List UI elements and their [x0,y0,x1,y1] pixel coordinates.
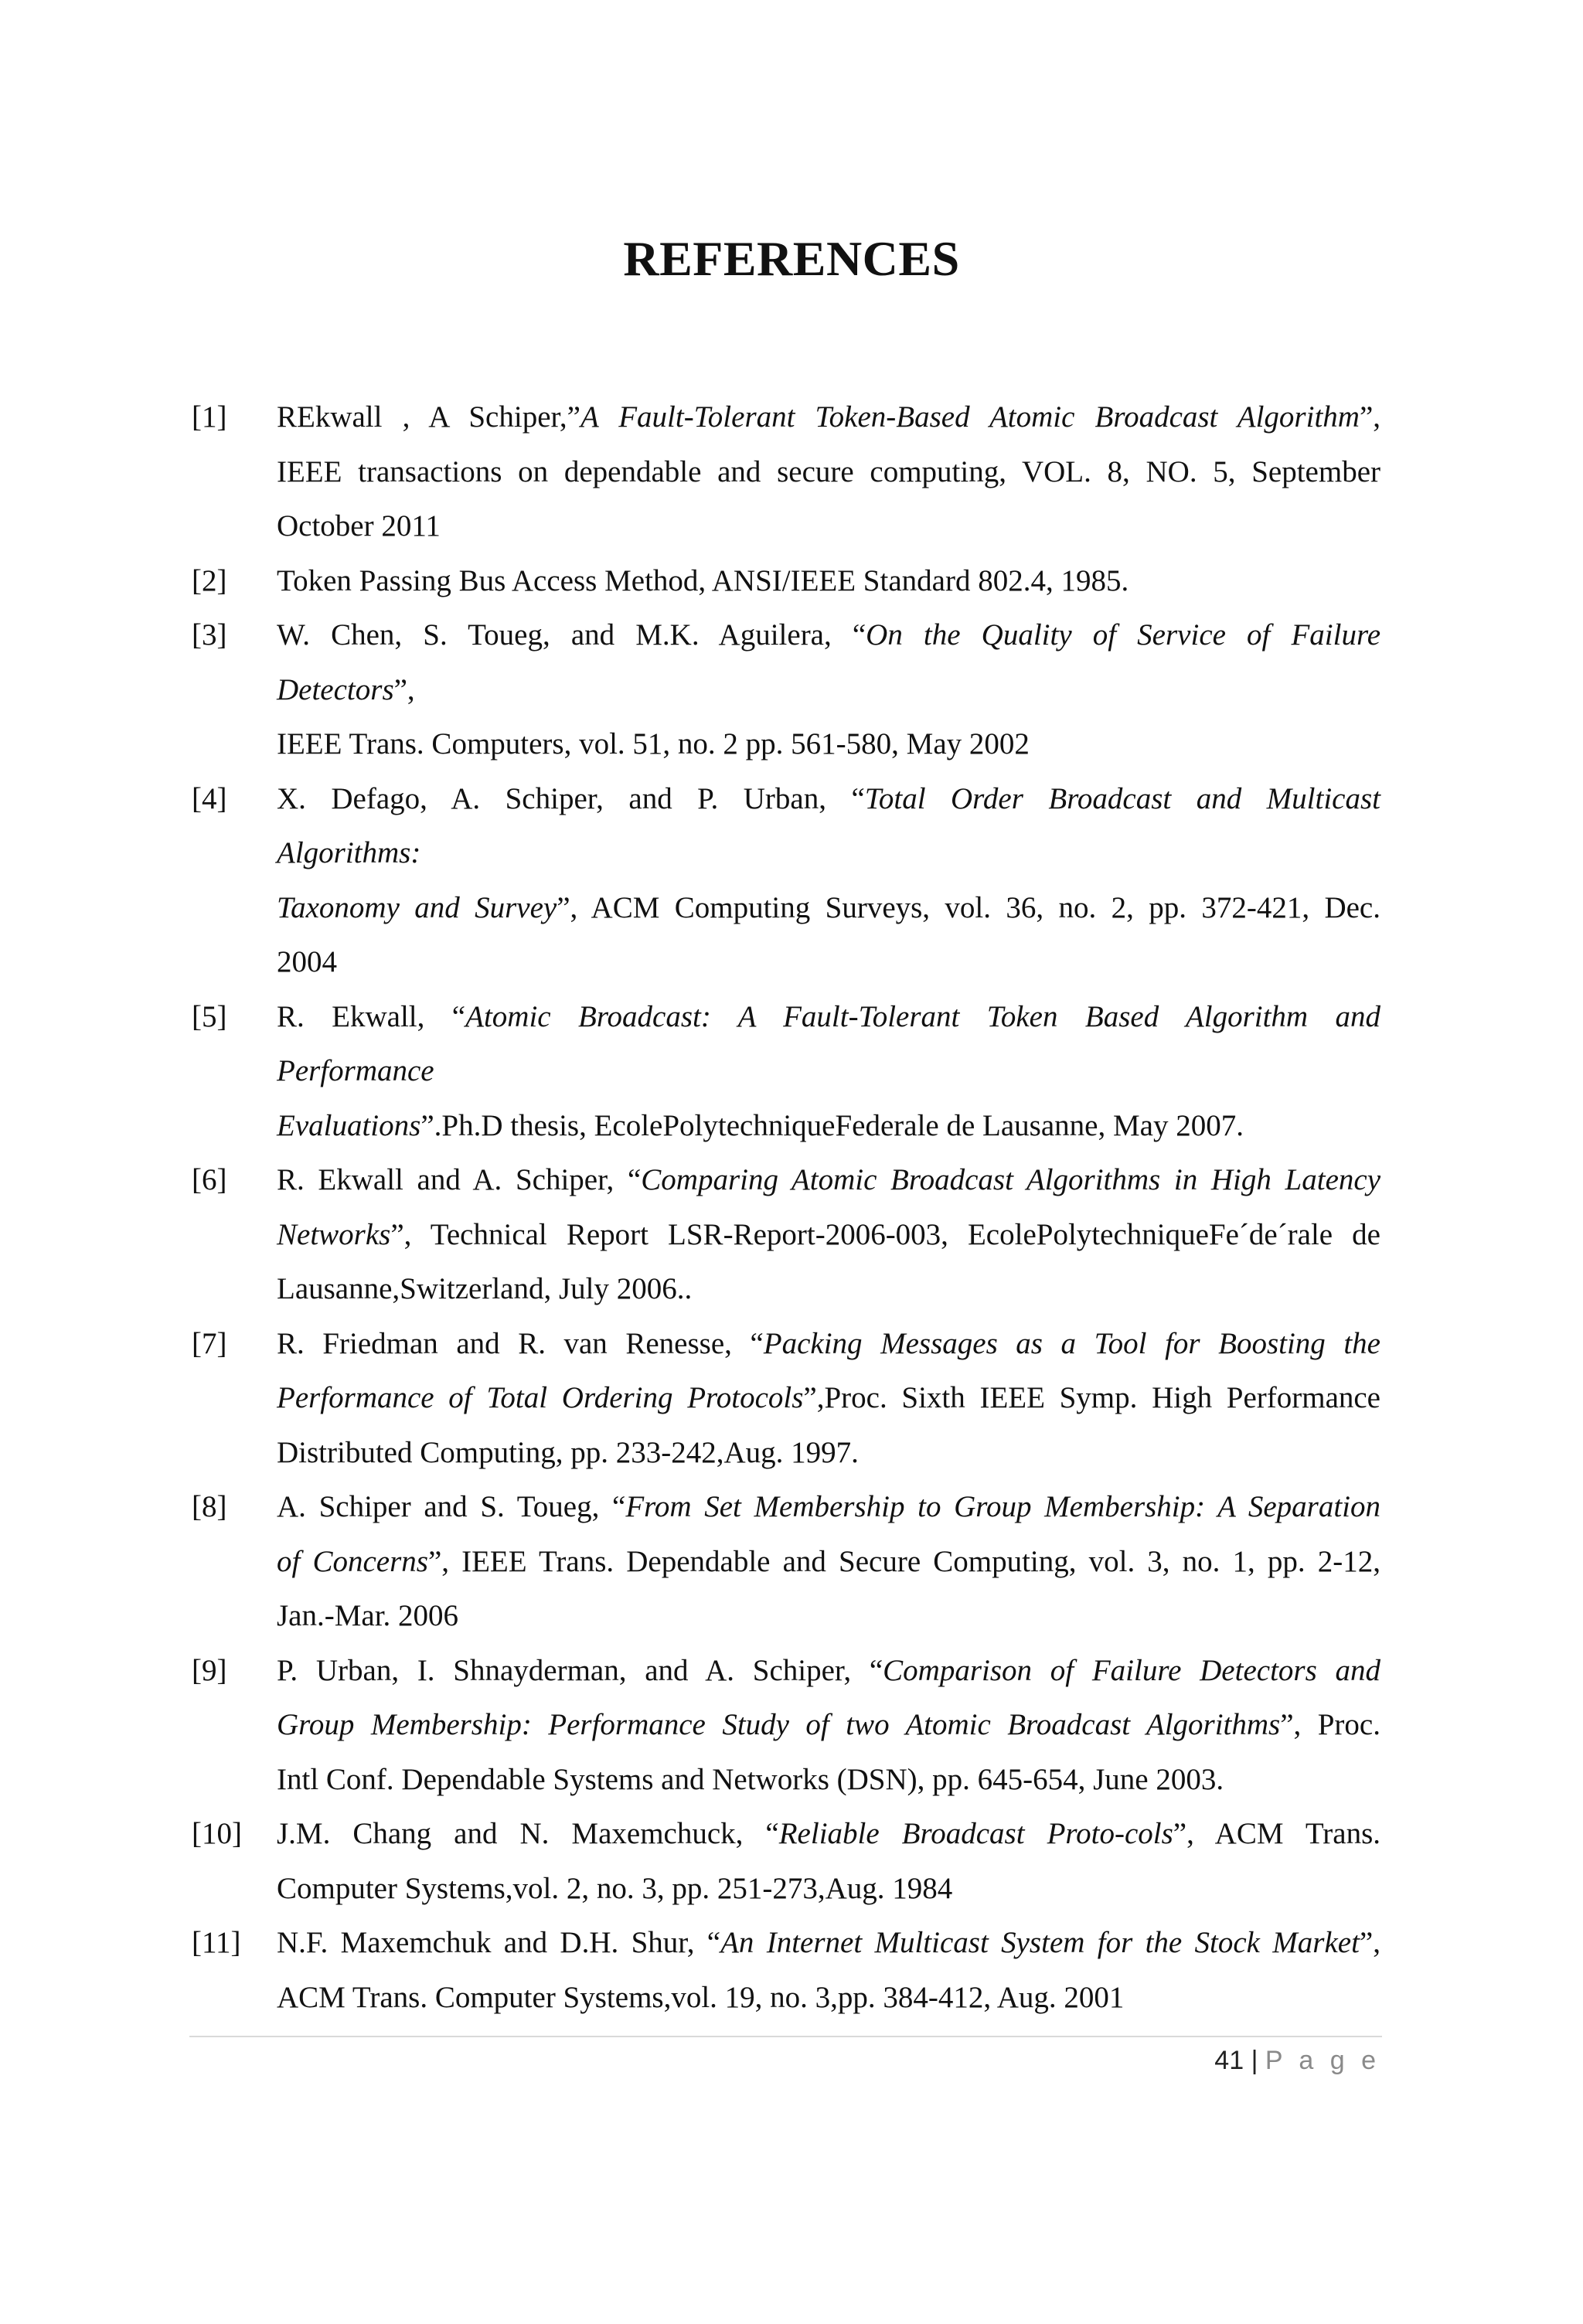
reference-text-line [277,608,1380,663]
reference-title-text: Total Order Broadcast and Multicast [864,781,1380,815]
reference-text: ”, [1359,1926,1380,1959]
reference-text: P. Urban, I. Shnayderman, and A. Schiper, “ [277,1653,883,1687]
reference-item [192,1916,1380,2025]
page-number: 41 [1214,2046,1244,2075]
reference-text: ACM Trans. Computer Systems,vol. 19, no. 3,pp. 384-412, Aug. 2001 [277,1980,1125,2014]
reference-text-line [277,1262,1380,1317]
page-label: P a g e [1265,2046,1380,2075]
reference-text: ”, ACM Trans. [1173,1817,1381,1850]
reference-number: [11] [192,1926,241,1959]
reference-text-line [277,1426,1380,1481]
reference-number: [10] [192,1817,242,1850]
reference-text-line [277,1971,1380,2026]
reference-text: ”, IEEE Trans. Dependable and Secure Computing, vol. 3, no. 1, pp. 2-12, [427,1544,1380,1578]
reference-text: Intl Conf. Dependable Systems and Networks (DSN), pp. 645-654, June 2003. [277,1762,1224,1796]
reference-text: R. Ekwall and A. Schiper, “ [277,1163,642,1196]
reference-text: Computer Systems,vol. 2, no. 3, pp. 251-273,Aug. 1984 [277,1871,953,1905]
reference-text-line [277,881,1380,936]
reference-item [192,990,1380,1154]
reference-item [192,1807,1380,1916]
reference-text: X. Defago, A. Schiper, and P. Urban, “ [277,781,865,815]
reference-text-line [277,1862,1380,1917]
reference-text-line [277,554,1380,609]
reference-number: [9] [192,1653,227,1687]
reference-text-line [277,499,1380,554]
reference-text: N.F. Maxemchuk and D.H. Shur, “ [277,1926,721,1959]
reference-title-text: Algorithms: [277,836,421,869]
reference-text-line [277,1317,1380,1372]
reference-item [192,1153,1380,1317]
reference-text-line [277,772,1380,827]
reference-text: R. Ekwall, “ [277,999,466,1033]
reference-item [192,608,1380,772]
footer-separator: | [1251,2046,1258,2075]
reference-text: Jan.-Mar. 2006 [277,1599,459,1632]
reference-text-line [277,1371,1380,1426]
reference-number: [3] [192,618,227,652]
reference-text: ”, [393,672,415,706]
reference-text-line [277,935,1380,990]
reference-text: Token Passing Bus Access Method, ANSI/IEEE Standard 802.4, 1985. [277,563,1129,597]
reference-number: [6] [192,1163,227,1196]
reference-text-line [277,990,1380,1045]
reference-title-text: Packing Messages as a Tool for Boosting the [763,1326,1380,1360]
reference-text-line [277,1099,1380,1154]
reference-number: [8] [192,1490,227,1523]
footer-divider [189,2036,1382,2037]
reference-item [192,1317,1380,1481]
reference-text: Lausanne,Switzerland, July 2006.. [277,1272,693,1305]
reference-text: ”, [1359,400,1381,434]
reference-text-line [277,826,1380,881]
reference-text-line [277,1807,1380,1862]
reference-text: ”, Proc. [1280,1708,1380,1741]
reference-title-text: Performance [277,1054,434,1087]
reference-text: ”,Proc. Sixth IEEE Symp. High Performance [803,1381,1380,1414]
reference-item [192,554,1380,609]
reference-item [192,1480,1380,1644]
reference-text: J.M. Chang and N. Maxemchuck, “ [277,1817,779,1850]
reference-title-text: Detectors [277,672,394,706]
reference-list [192,390,1380,2025]
reference-number: [4] [192,781,227,815]
reference-title-text: Networks [277,1217,391,1251]
reference-item [192,772,1380,990]
reference-text: A. Schiper and S. Toueg, “ [277,1490,626,1523]
reference-item [192,1644,1380,1808]
reference-text: ”, Technical Report LSR-Report-2006-003, EcolePolytechniqueFe´de´rale de [390,1217,1380,1251]
reference-text-line [277,1480,1380,1535]
reference-text-line [277,1153,1380,1208]
reference-title-text: Reliable Broadcast Proto-cols [778,1817,1173,1850]
page-title: REFERENCES [623,231,960,286]
reference-number: [2] [192,563,227,597]
reference-title-text: On the Quality of Service of Failure [866,618,1381,652]
reference-text-line [277,1589,1380,1644]
reference-title-text: Comparison of Failure Detectors and [883,1653,1380,1687]
reference-text: ”, ACM Computing Surveys, vol. 36, no. 2, pp. 372-421, Dec. [557,890,1380,924]
reference-item [192,390,1380,554]
reference-text: W. Chen, S. Toueg, and M.K. Aguilera, “ [277,618,866,652]
reference-title-text: Evaluations [277,1108,421,1142]
reference-text: REkwall , A Schiper,” [277,400,580,434]
reference-title-text: Taxonomy and Survey [277,890,557,924]
reference-text-line [277,1044,1380,1099]
reference-text-line [277,390,1380,445]
reference-title-text: Comparing Atomic Broadcast Algorithms in High Latency [641,1163,1381,1196]
reference-text-line [277,1753,1380,1808]
reference-text-line [277,1535,1380,1590]
reference-number: [1] [192,400,227,434]
reference-title-text: From Set Membership to Group Membership: A Separation [625,1490,1381,1523]
reference-text-line [277,1698,1380,1753]
reference-number: [5] [192,999,227,1033]
reference-text: ”.Ph.D thesis, EcolePolytechniqueFederale de Lausanne, May 2007. [420,1108,1244,1142]
reference-text-line [277,445,1380,500]
reference-title-text: An Internet Multicast System for the Stock Market [720,1926,1360,1959]
reference-title-text: Atomic Broadcast: A Fault-Tolerant Token Based Algorithm and [465,999,1381,1033]
reference-text-line [277,1208,1380,1263]
reference-text-line [277,1916,1380,1971]
reference-text-line [277,717,1380,772]
page-footer [1214,2046,1380,2076]
reference-text-line [277,1644,1380,1699]
reference-title-text: of Concerns [277,1544,428,1578]
reference-title-text: Group Membership: Performance Study of two Atomic Broadcast Algorithms [277,1708,1281,1741]
reference-text: IEEE transactions on dependable and secure computing, VOL. 8, NO. 5, September [277,454,1380,488]
reference-text-line [277,663,1380,718]
reference-text: October 2011 [277,509,441,543]
reference-text: Distributed Computing, pp. 233-242,Aug. 1997. [277,1435,859,1469]
reference-number: [7] [192,1326,227,1360]
reference-text: IEEE Trans. Computers, vol. 51, no. 2 pp. 561-580, May 2002 [277,727,1030,760]
reference-text: 2004 [277,945,337,978]
reference-title-text: Performance of Total Ordering Protocols [277,1381,804,1414]
reference-text: R. Friedman and R. van Renesse, “ [277,1326,764,1360]
reference-title-text: A Fault-Tolerant Token-Based Atomic Broadcast Algorithm [580,400,1360,434]
